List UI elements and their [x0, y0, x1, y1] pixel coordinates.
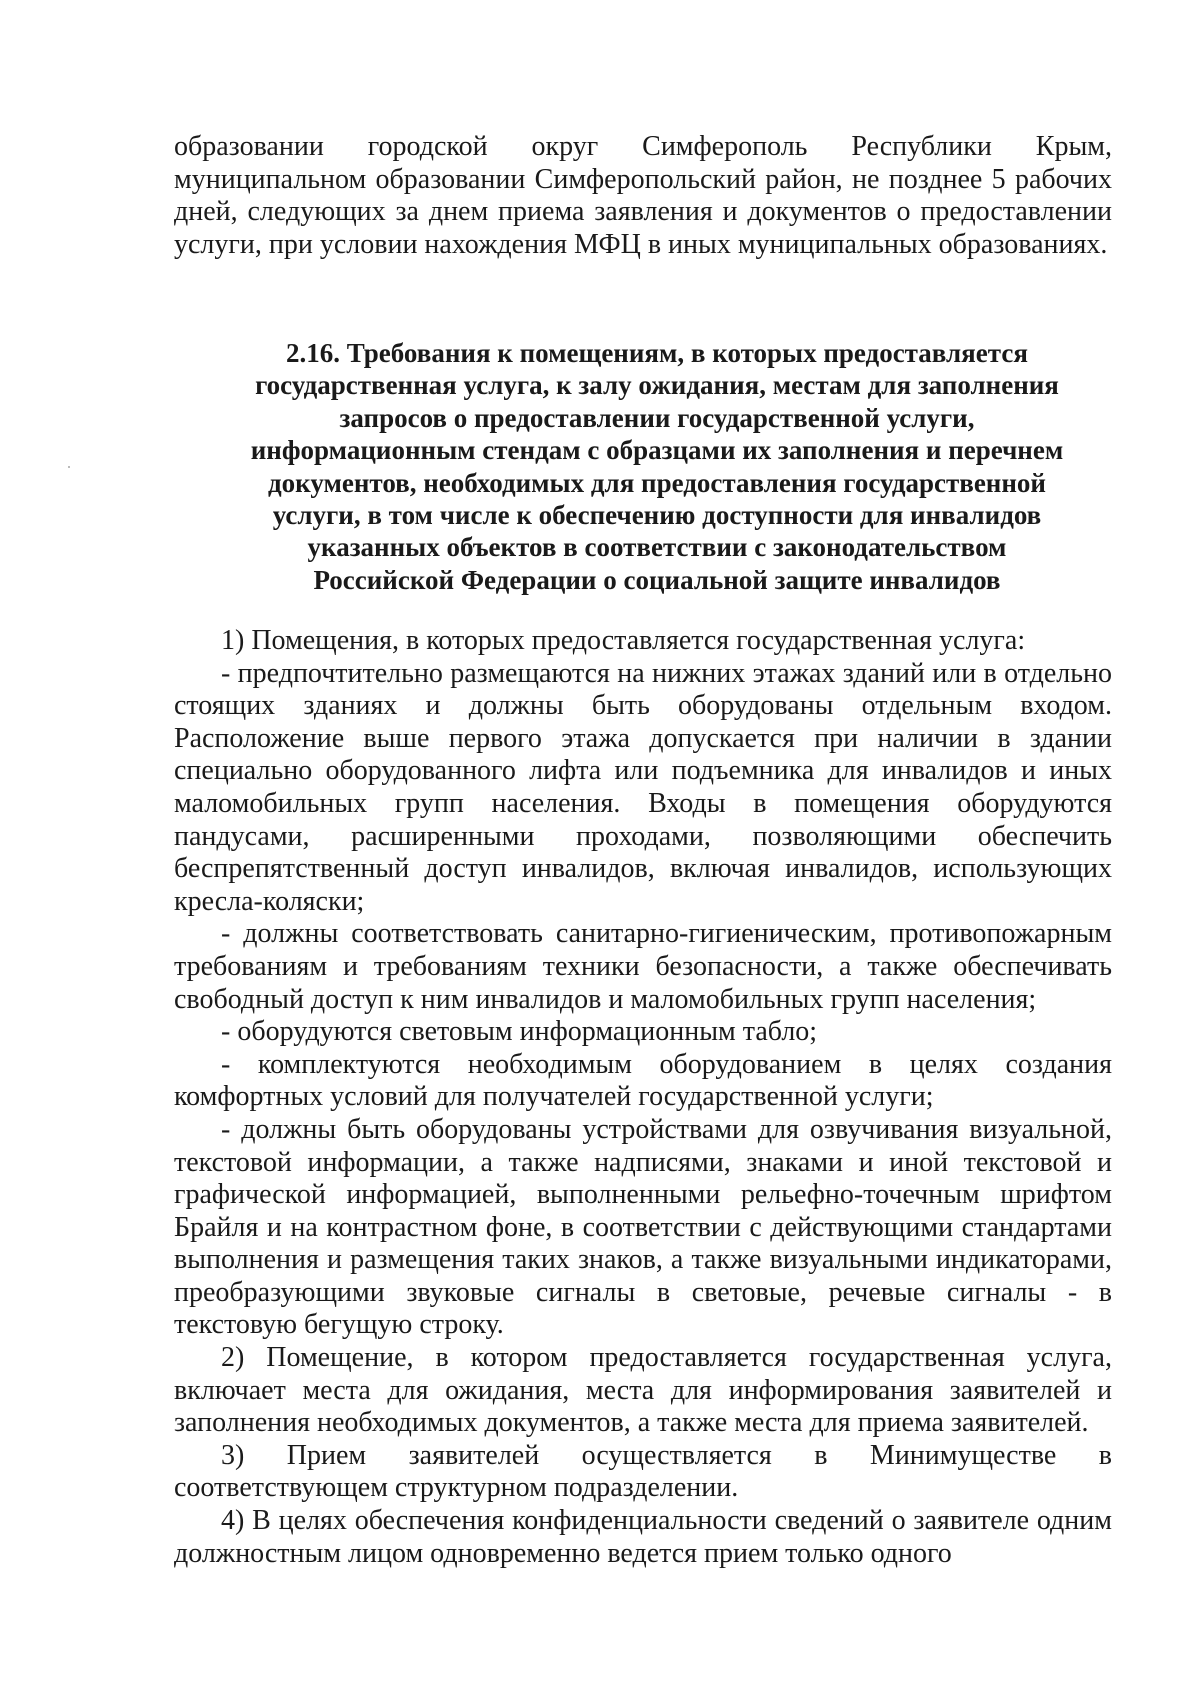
- body-paragraph: 4) В целях обеспечения конфиденциальности сведений о заявителе одним должностным лицом одновременно ведется прием только одного: [174, 1505, 1112, 1569]
- intro-paragraph: образовании городской округ Симферополь Республики Крым, муниципальном образовании Симферопольский район, не позднее 5 рабочих дней, следующих за днем приема заявления и документов о предоставлении услуги, при условии нахождения МФЦ в иных муниципальных образованиях.: [174, 131, 1112, 260]
- heading-line: 2.16. Требования к помещениям, в которых предоставляется: [286, 338, 1028, 368]
- heading-line: государственная услуга, к залу ожидания, местам для заполнения: [255, 370, 1059, 401]
- heading-line: информационным стендам с образцами их заполнения и перечнем: [250, 435, 1064, 466]
- heading-line: указанных объектов в соответствии с законодательством: [307, 532, 1007, 563]
- heading-line: запросов о предоставлении государственной услуги,: [339, 402, 975, 433]
- scan-artifact: [68, 466, 70, 468]
- body-paragraph: - предпочтительно размещаются на нижних этажах зданий или в отдельно стоящих зданиях и должны быть оборудованы отдельным входом. Расположение выше первого этажа допускается при наличии в здании специально оборудованного лифта или подъемника для инвалидов и иных маломобильных групп населения. Входы в помещения оборудуются пандусами, расширенными проходами, позволяющими обеспечить беспрепятственный доступ инвалидов, включая инвалидов, использующих кресла-коляски;: [174, 657, 1112, 917]
- heading-line: услуги, в том числе к обеспечению доступности для инвалидов: [272, 500, 1042, 531]
- section-body: [174, 625, 1112, 1570]
- body-paragraph: 2) Помещение, в котором предоставляется государственная услуга, включает места для ожидания, места для информирования заявителей и заполнения необходимых документов, а также места для приема заявителей.: [174, 1342, 1112, 1439]
- body-paragraph: - оборудуются световым информационным табло;: [221, 1016, 818, 1048]
- body-paragraph: 1) Помещения, в которых предоставляется государственная услуга:: [221, 625, 1026, 656]
- heading-line: документов, необходимых для предоставления государственной: [268, 467, 1046, 498]
- section-heading: [234, 337, 1080, 596]
- body-paragraph: 3) Прием заявителей осуществляется в Минимуществе в соответствующем структурном подразделении.: [174, 1439, 1112, 1504]
- body-paragraph: - комплектуются необходимым оборудованием в целях создания комфортных условий для получателей государственной услуги;: [174, 1048, 1112, 1113]
- heading-line: Российской Федерации о социальной защите инвалидов: [313, 564, 1001, 595]
- body-paragraph: - должны соответствовать санитарно-гигиеническим, противопожарным требованиям и требованиям техники безопасности, а также обеспечивать свободный доступ к ним инвалидов и маломобильных групп населения;: [174, 918, 1112, 1015]
- body-paragraph: - должны быть оборудованы устройствами для озвучивания визуальной, текстовой информации, а также надписями, знаками и иной текстовой и графической информацией, выполненными рельефно-точечным шрифтом Брайля и на контрастном фоне, в соответствии с действующими стандартами выполнения и размещения таких знаков, а также визуальными индикаторами, преобразующими звуковые сигналы в световые, речевые сигналы - в текстовую бегущую строку.: [174, 1113, 1112, 1341]
